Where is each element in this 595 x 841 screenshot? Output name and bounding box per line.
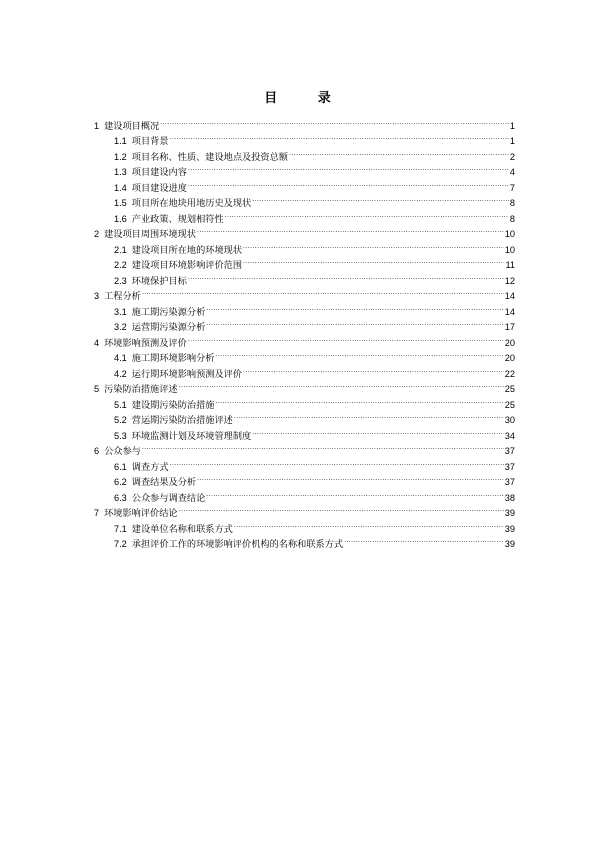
toc-entry-number: 3.2	[114, 322, 127, 332]
table-of-contents	[94, 113, 515, 550]
toc-entry-title: 建设项目周围环境现状	[104, 229, 196, 240]
toc-page-number: 38	[504, 492, 515, 503]
toc-dot-leader	[289, 144, 509, 160]
toc-entry-number: 4.1	[114, 353, 127, 363]
toc-page-number: 34	[504, 430, 515, 441]
toc-entry-title: 环境保护目标	[131, 275, 187, 287]
toc-entry-number: 6	[94, 446, 100, 456]
toc-entry-number: 5.3	[114, 430, 127, 441]
toc-entry-number: 6.1	[114, 461, 127, 472]
toc-page-number: 10	[504, 229, 515, 239]
toc-entry-title: 建设期污染防治措施	[131, 399, 215, 411]
toc-entry-number: 5.2	[114, 415, 127, 425]
toc-entry-number: 5.1	[114, 399, 127, 410]
toc-entry-number: 4	[94, 337, 100, 348]
toc-dot-leader	[179, 501, 504, 517]
toc-page-number: 17	[504, 322, 515, 332]
toc-dot-leader	[179, 377, 504, 393]
toc-entry-number: 7	[94, 508, 100, 518]
toc-entry-title: 项目建设进度	[131, 182, 187, 194]
toc-page-number: 7	[509, 182, 515, 193]
toc-dot-leader	[160, 113, 509, 129]
toc-entry[interactable]	[94, 284, 515, 300]
toc-dot-leader	[215, 392, 503, 408]
toc-entry-title: 调查方式	[131, 461, 169, 473]
toc-entry-number: 2	[94, 229, 100, 239]
toc-dot-leader	[170, 129, 509, 145]
toc-entry-title: 调查结果及分析	[131, 477, 197, 488]
toc-entry-title: 环境监测计划及环境管理制度	[131, 430, 252, 442]
toc-entry[interactable]	[94, 299, 515, 318]
toc-page-number: 37	[504, 446, 515, 456]
toc-page-number: 37	[504, 461, 515, 472]
toc-entry-number: 4.2	[114, 368, 127, 379]
toc-page-number: 1	[509, 120, 515, 131]
toc-dot-leader	[252, 191, 509, 207]
toc-dot-leader	[243, 253, 504, 269]
toc-dot-leader	[188, 175, 509, 191]
toc-entry-title: 产业政策、规划相符性	[131, 213, 224, 225]
toc-page-number: 12	[504, 275, 515, 286]
toc-page-number: 11	[505, 260, 515, 270]
toc-entry[interactable]	[94, 439, 515, 455]
toc-dot-leader	[252, 423, 504, 439]
toc-dot-leader	[188, 160, 509, 176]
toc-page-number: 39	[504, 539, 515, 549]
toc-entry-number: 5	[94, 384, 100, 394]
toc-entry-title: 项目背景	[131, 136, 169, 147]
toc-entry-number: 7.2	[114, 539, 127, 549]
toc-page-number: 39	[504, 523, 515, 534]
toc-entry-number: 3	[94, 291, 100, 301]
toc-entry-title: 承担评价工作的环境影响评价机构的名称和联系方式	[131, 539, 344, 550]
toc-entry-number: 1.1	[114, 136, 127, 146]
toc-entry-number: 6.2	[114, 477, 127, 487]
toc-entry-number: 3.1	[114, 306, 127, 317]
toc-entry-title: 施工期环境影响分析	[131, 353, 215, 364]
toc-entry-number: 1.4	[114, 182, 127, 193]
page-title: 目 录	[264, 91, 349, 106]
toc-page-number: 30	[504, 415, 515, 425]
toc-entry-number: 7.1	[114, 523, 127, 534]
toc-entry-title: 环境影响预测及评价	[104, 337, 187, 349]
toc-dot-leader	[197, 222, 504, 238]
toc-entry-number: 6.3	[114, 492, 127, 503]
toc-entry-number: 1.2	[114, 151, 127, 162]
toc-page-number: 4	[509, 167, 515, 177]
toc-entry-title: 建设项目所在地的环境现状	[131, 244, 243, 256]
toc-entry-title: 项目所在地块用地历史及现状	[131, 198, 252, 209]
toc-entry-number: 1.6	[114, 213, 127, 224]
toc-page-number: 20	[504, 353, 515, 363]
toc-entry-title: 污染防治措施评述	[104, 384, 178, 395]
toc-entry[interactable]	[94, 113, 515, 132]
toc-dot-leader	[206, 485, 503, 501]
toc-dot-leader	[225, 206, 509, 222]
toc-entry-title: 运营期污染源分析	[131, 322, 206, 333]
toc-page-number: 25	[504, 384, 515, 394]
toc-dot-leader	[344, 532, 504, 548]
toc-dot-leader	[243, 361, 504, 377]
toc-entry-title: 施工期污染源分析	[131, 306, 206, 318]
toc-entry-number: 1	[94, 120, 100, 131]
toc-entry-number: 2.3	[114, 275, 127, 286]
toc-dot-leader	[170, 454, 504, 470]
toc-entry-number: 2.1	[114, 244, 127, 255]
toc-entry-title: 项目建设内容	[131, 167, 187, 178]
toc-dot-leader	[142, 439, 504, 455]
toc-entry-title: 建设项目概况	[104, 120, 160, 132]
toc-page-number: 14	[504, 291, 515, 301]
toc-dot-leader	[206, 299, 503, 315]
toc-entry-title: 建设项目环境影响评价范围	[131, 260, 243, 271]
toc-entry-title: 项目名称、性质、建设地点及投资总额	[131, 151, 288, 163]
toc-dot-leader	[197, 470, 504, 486]
toc-entry-title: 工程分析	[104, 291, 141, 302]
toc-entry-title: 公众参与调查结论	[131, 492, 206, 504]
toc-entry-number: 2.2	[114, 260, 127, 270]
toc-dot-leader	[234, 516, 504, 532]
toc-page-number: 14	[504, 306, 515, 317]
toc-dot-leader	[234, 408, 504, 424]
toc-page-number: 1	[509, 136, 515, 146]
toc-entry-title: 运行期环境影响预测及评价	[131, 368, 243, 380]
toc-page-number: 20	[504, 337, 515, 348]
toc-entry[interactable]	[94, 454, 515, 473]
toc-dot-leader	[142, 284, 504, 300]
toc-entry-title: 建设单位名称和联系方式	[131, 523, 233, 535]
toc-entry-title: 营运期污染防治措施评述	[131, 415, 233, 426]
toc-entry-number: 1.5	[114, 198, 127, 208]
toc-dot-leader	[188, 268, 504, 284]
toc-entry-number: 1.3	[114, 167, 127, 177]
toc-page-number: 39	[504, 508, 515, 518]
toc-page-number: 8	[509, 198, 515, 208]
toc-page-number: 10	[504, 244, 515, 255]
toc-page-number: 25	[504, 399, 515, 410]
toc-dot-leader	[188, 330, 504, 346]
toc-dot-leader	[215, 346, 503, 362]
toc-entry-title: 环境影响评价结论	[104, 508, 178, 519]
toc-page-number: 37	[504, 477, 515, 487]
toc-page-number: 8	[509, 213, 515, 224]
toc-dot-leader	[206, 315, 503, 331]
toc-entry-title: 公众参与	[104, 446, 141, 457]
toc-dot-leader	[243, 237, 504, 253]
toc-page-number: 2	[509, 151, 515, 162]
toc-page-number: 22	[504, 368, 515, 379]
